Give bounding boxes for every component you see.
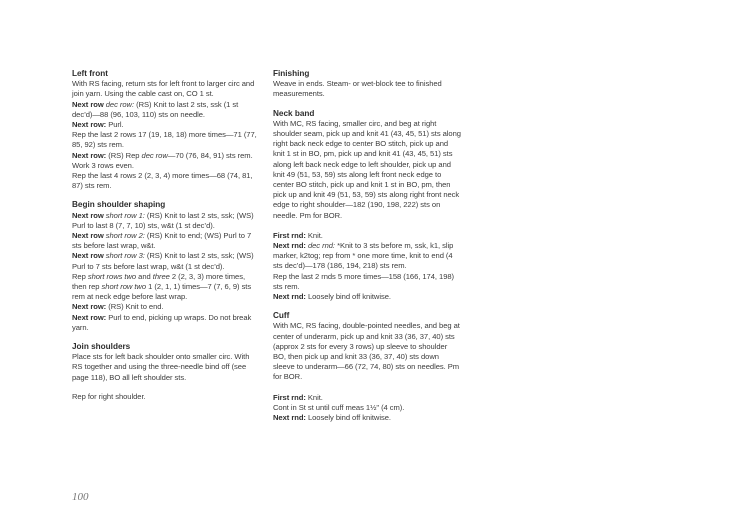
instruction: With MC, RS facing, double-pointed needles, and beg at center of underarm, pick up and knit 33 (36, 37, 40) sts (approx 2 sts for every 3 rows) up sleeve to shoulder BO, then pick up and knit 33 (36, 37, 40) sts down sleeve to underarm—66 (72, 74, 80) sts on needles. Pm for BOR. [273, 321, 460, 382]
instruction: With RS facing, return sts for left front to larger circ and join yarn. Using the cable cast on, CO 1 st. [72, 79, 255, 99]
instruction: Next row dec row: (RS) Knit to last 2 sts, ssk (1 st dec’d)—88 (96, 103, 110) sts on needle. [72, 99, 239, 119]
instruction: Rep short rows two and three 2 (2, 3, 3) more times, then rep short row two 1 (2, 1, 1) times—7 (7, 6, 9) sts rem at neck edge before last wrap. [72, 271, 252, 302]
right-column [273, 69, 461, 432]
instruction: First rnd: Knit. [273, 392, 323, 402]
section-heading: Join shoulders [72, 342, 131, 352]
instruction: First rnd: Knit. [273, 230, 323, 240]
instruction: Next row: Purl to end, picking up wraps. Do not break yarn. [72, 312, 252, 332]
instruction: Next row: (RS) Rep dec row—70 (76, 84, 91) sts rem. [72, 150, 253, 160]
instruction: Rep the last 2 rnds 5 more times—158 (166, 174, 198) sts rem. [273, 271, 455, 291]
shoulder-shaping-section [72, 200, 260, 333]
instruction: Next row: (RS) Knit to end. [72, 302, 164, 312]
section-heading: Finishing [273, 69, 310, 78]
instruction: Work 3 rows even. [72, 160, 134, 170]
instruction: Rep the last 4 rows 2 (2, 3, 4) more times—68 (74, 81, 87) sts rem. [72, 171, 253, 191]
section-heading: Neck band [273, 108, 315, 118]
instruction: Cont in St st until cuff meas 1½" (4 cm). [273, 402, 405, 412]
instruction: Next row: Purl. [72, 120, 124, 130]
instruction: With MC, RS facing, smaller circ, and beg at right shoulder seam, pick up and knit 41 (43, 45, 51) sts along right back neck edge to center BO stitch, pick up and knit 1 st in BO, pm, pick up and knit 41 (43, 45, 51) sts along left back neck edge to left shoulder, pick up and knit 49 (51, 53, 59) sts along left front neck edge to center BO stitch, pick up and knit 1 st in BO, pm, then pick up and knit 49 (51, 53, 59) sts along right front neck edge to right shoulder—182 (190, 198, 222) sts on needle. Pm for BOR. [273, 118, 461, 220]
instruction: Weave in ends. Steam- or wet-block tee to finished measurements. [273, 79, 442, 99]
join-shoulders-section [72, 342, 260, 383]
instruction: Next row short row 2: (RS) Knit to end; (WS) Purl to 7 sts before last wrap, w&t. [72, 231, 252, 251]
instruction: Next rnd: Loosely bind off knitwise. [273, 413, 391, 423]
instruction: Next row short row 1: (RS) Knit to last 2 sts, ssk; (WS) Purl to last 8 (7, 7, 10) sts, w&t (1 st dec’d). [72, 210, 254, 230]
instruction: Rep the last 2 rows 17 (19, 18, 18) more times—71 (77, 85, 92) sts rem. [72, 130, 257, 150]
instruction: Next rnd: Loosely bind off knitwise. [273, 292, 391, 302]
section-heading: Begin shoulder shaping [72, 200, 166, 210]
instruction: Place sts for left back shoulder onto smaller circ. With RS together and using the three-needle bind off (see page 118), BO all left shoulder sts. [72, 352, 250, 382]
instruction: Rep for right shoulder. [72, 391, 146, 401]
page-number: 100 [72, 491, 89, 503]
instruction: Next row short row 3: (RS) Knit to last 2 sts, ssk; (WS) Purl to 7 sts before last wrap, w&t (1 st dec’d). [72, 251, 254, 271]
section-heading: Cuff [273, 311, 290, 321]
left-column [72, 69, 260, 402]
left-front-section [72, 69, 260, 191]
cuff-section [273, 311, 461, 423]
section-heading: Left front [72, 69, 108, 78]
finishing-section [273, 69, 461, 100]
neck-band-section [273, 109, 461, 303]
instruction: Next rnd: dec rnd: *Knit to 3 sts before m, ssk, k1, slip marker, k2tog; rep from * one more time, knit to end (4 sts dec’d)—178 (186, 194, 218) sts rem. [273, 241, 454, 271]
